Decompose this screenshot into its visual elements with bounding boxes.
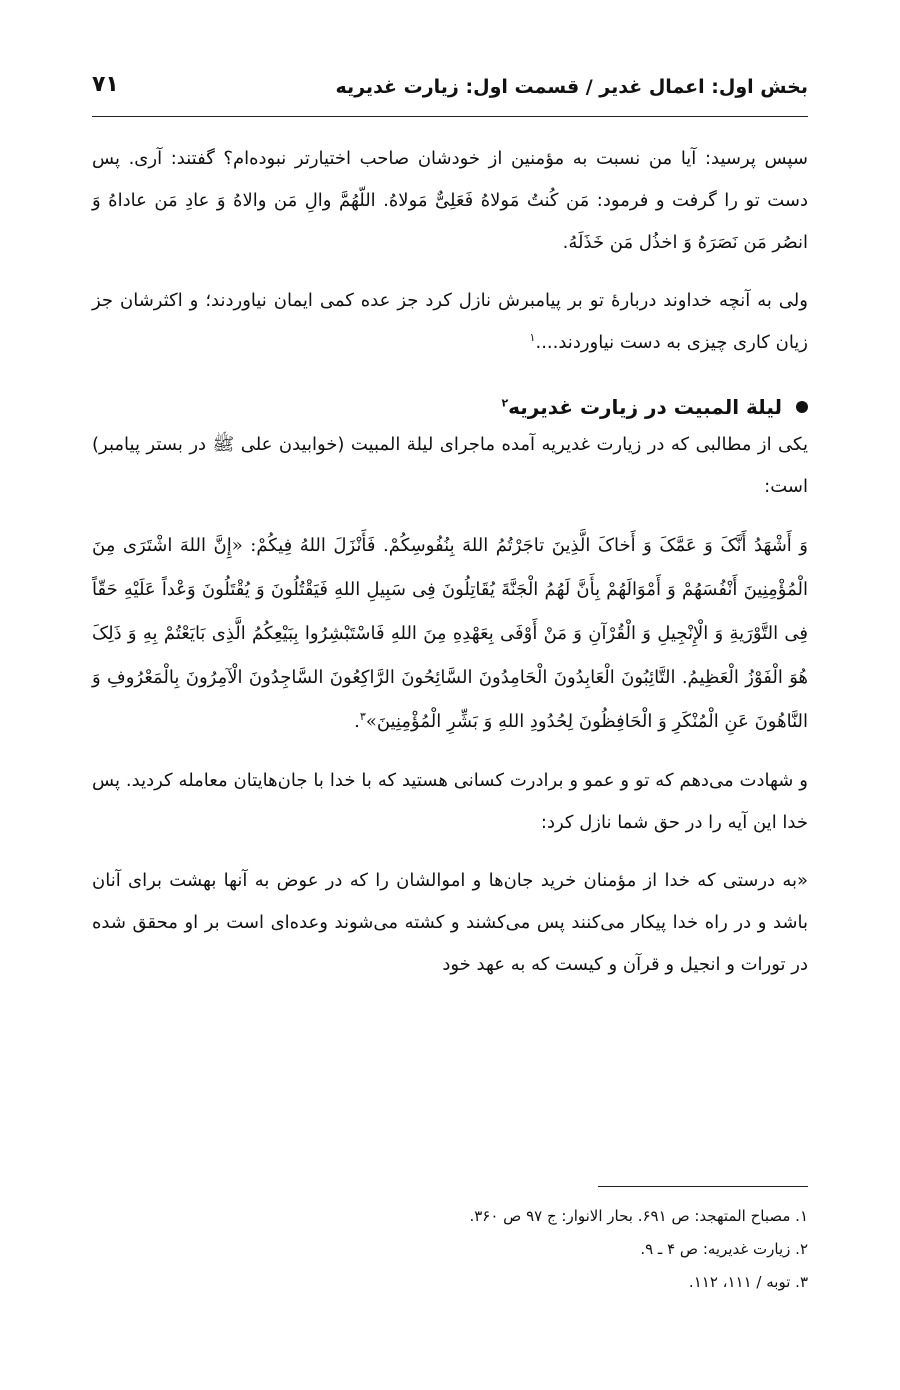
footnote-3: ۳. توبه / ۱۱۱، ۱۱۲. xyxy=(688,1273,808,1291)
paragraph-1 xyxy=(92,138,808,264)
section-heading-text: لیلة المبیت در زیارت غدیریه xyxy=(508,395,782,419)
footnote-2: ۲. زیارت غدیریه: ص ۴ ـ ۹. xyxy=(640,1240,808,1258)
footnote-divider xyxy=(598,1186,808,1187)
paragraph-1-text: سپس پرسید: آیا من نسبت به مؤمنین از خودشان صاحب اختیارتر نبوده‌ام؟ گفتند: آری. پس دست تو را گرفت و فرمود: مَن کُنتُ مَولاهُ فَعَلِیٌّ مَولاهُ. اللّهُمَّ والِ مَن والاهُ وَ عادِ مَن عاداهُ وَ انصُر مَن نَصَرَهُ وَ اخذُل مَن خَذَلَهُ. xyxy=(92,148,808,253)
footnote-ref-2: ۲ xyxy=(501,396,509,410)
bullet-icon xyxy=(796,401,808,413)
paragraph-3-text: یکی از مطالبی که در زیارت غدیریه آمده ماجرای لیلة المبیت (خوابیدن علی ﷺ در بستر پیامبر) است: xyxy=(92,434,808,497)
footnote-ref-3: ۳ xyxy=(359,710,366,723)
section-heading xyxy=(92,390,808,424)
paragraph-2 xyxy=(92,280,808,364)
paragraph-3 xyxy=(92,424,808,508)
paragraph-4 xyxy=(92,760,808,844)
paragraph-4-text: و شهادت می‌دهم که تو و عمو و برادرت کسانی هستید که با خدا با جان‌هایتان معامله کردید. پس خدا این آیه را در حق شما نازل کرد: xyxy=(92,770,808,833)
footnote-1: ۱. مصباح المتهجد: ص ۶۹۱. بحار الانوار: ج ۹۷ ص ۳۶۰. xyxy=(469,1207,808,1225)
running-title: بخش اول: اعمال غدیر / قسمت اول: زیارت غدیریه xyxy=(335,76,808,98)
footnote-ref-1: ۱ xyxy=(529,331,536,344)
page-number: ۷۱ xyxy=(92,72,119,97)
paragraph-5 xyxy=(92,860,808,986)
arabic-quote: وَ أَشْهَدُ أَنَّکَ وَ عَمَّکَ وَ أَخاکَ الَّذِینَ تاجَرْتُمُ اللهَ بِنُفُوسِکُمْ. فَأَنْزَلَ اللهُ فِیکُمْ: «إِنَّ اللهَ اشْتَرَی مِنَ الْمُؤْمِنِینَ أَنْفُسَهُمْ وَ أَمْوَالَهُمْ بِأَنَّ لَهُمُ الْجَنَّةَ یُقَاتِلُونَ فِی سَبِیلِ اللهِ فَیَقْتُلُونَ وَ یُقْتَلُونَ وَعْداً عَلَیْهِ حَقّاً فِی التَّوْرَیةِ وَ الْإِنْجِیلِ وَ الْقُرْآنِ وَ مَنْ أَوْفَی بِعَهْدِهِ مِنَ اللهِ فَاسْتَبْشِرُوا بِبَیْعِکُمُ الَّذِی بَایَعْتُمْ بِهِ وَ ذَلِکَ هُوَ الْفَوْزُ الْعَظِیمُ. التَّائِبُونَ الْعَابِدُونَ الْحَامِدُونَ السَّائِحُونَ الرَّاکِعُونَ السَّاجِدُونَ الْآمِرُونَ بِالْمَعْرُوفِ وَ النَّاهُونَ عَنِ الْمُنْکَرِ وَ الْحَافِظُونَ لِحُدُودِ اللهِ وَ بَشِّرِ الْمُؤْمِنِینَ»$^۳$. xyxy=(92,535,808,732)
paragraph-2-text: ولی به آنچه خداوند دربارهٔ تو بر پیامبرش نازل کرد جز عده کمی ایمان نیاوردند؛ و اکثرشان جز زیان کاری چیزی به دست نیاوردند.... xyxy=(92,290,808,353)
paragraph-5-text: «به درستی که خدا از مؤمنان خرید جان‌ها و اموالشان را که در عوض به آنها بهشت برای آنان باشد و در راه خدا پیکار می‌کنند پس می‌کشند و کشته می‌شوند وعده‌ای است بر او محقق شده در تورات و انجیل و قرآن و کیست که به عهد خود xyxy=(92,870,808,975)
page-body xyxy=(92,138,808,1002)
footnotes xyxy=(92,1200,808,1299)
page-header xyxy=(92,66,808,117)
arabic-quote-text: وَ أَشْهَدُ أَنَّکَ وَ عَمَّکَ وَ أَخاکَ الَّذِینَ تاجَرْتُمُ اللهَ بِنُفُوسِکُمْ. فَأَنْزَلَ اللهُ فِیکُمْ: «إِنَّ اللهَ اشْتَرَی مِنَ الْمُؤْمِنِینَ أَنْفُسَهُمْ وَ أَمْوَالَهُمْ بِأَنَّ لَهُمُ الْجَنَّةَ یُقَاتِلُونَ فِی سَبِیلِ اللهِ فَیَقْتُلُونَ وَ یُقْتَلُونَ وَعْداً عَلَیْهِ حَقّاً فِی التَّوْرَیةِ وَ الْإِنْجِیلِ وَ الْقُرْآنِ وَ مَنْ أَوْفَی بِعَهْدِهِ مِنَ اللهِ فَاسْتَبْشِرُوا بِبَیْعِکُمُ الَّذِی بَایَعْتُمْ بِهِ وَ ذَلِکَ هُوَ الْفَوْزُ الْعَظِیمُ. التَّائِبُونَ الْعَابِدُونَ الْحَامِدُونَ السَّائِحُونَ الرَّاکِعُونَ السَّاجِدُونَ الْآمِرُونَ بِالْمَعْرُوفِ وَ النَّاهُونَ عَنِ الْمُنْکَرِ وَ الْحَافِظُونَ لِحُدُودِ اللهِ وَ بَشِّرِ الْمُؤْمِنِینَ» xyxy=(92,535,808,732)
